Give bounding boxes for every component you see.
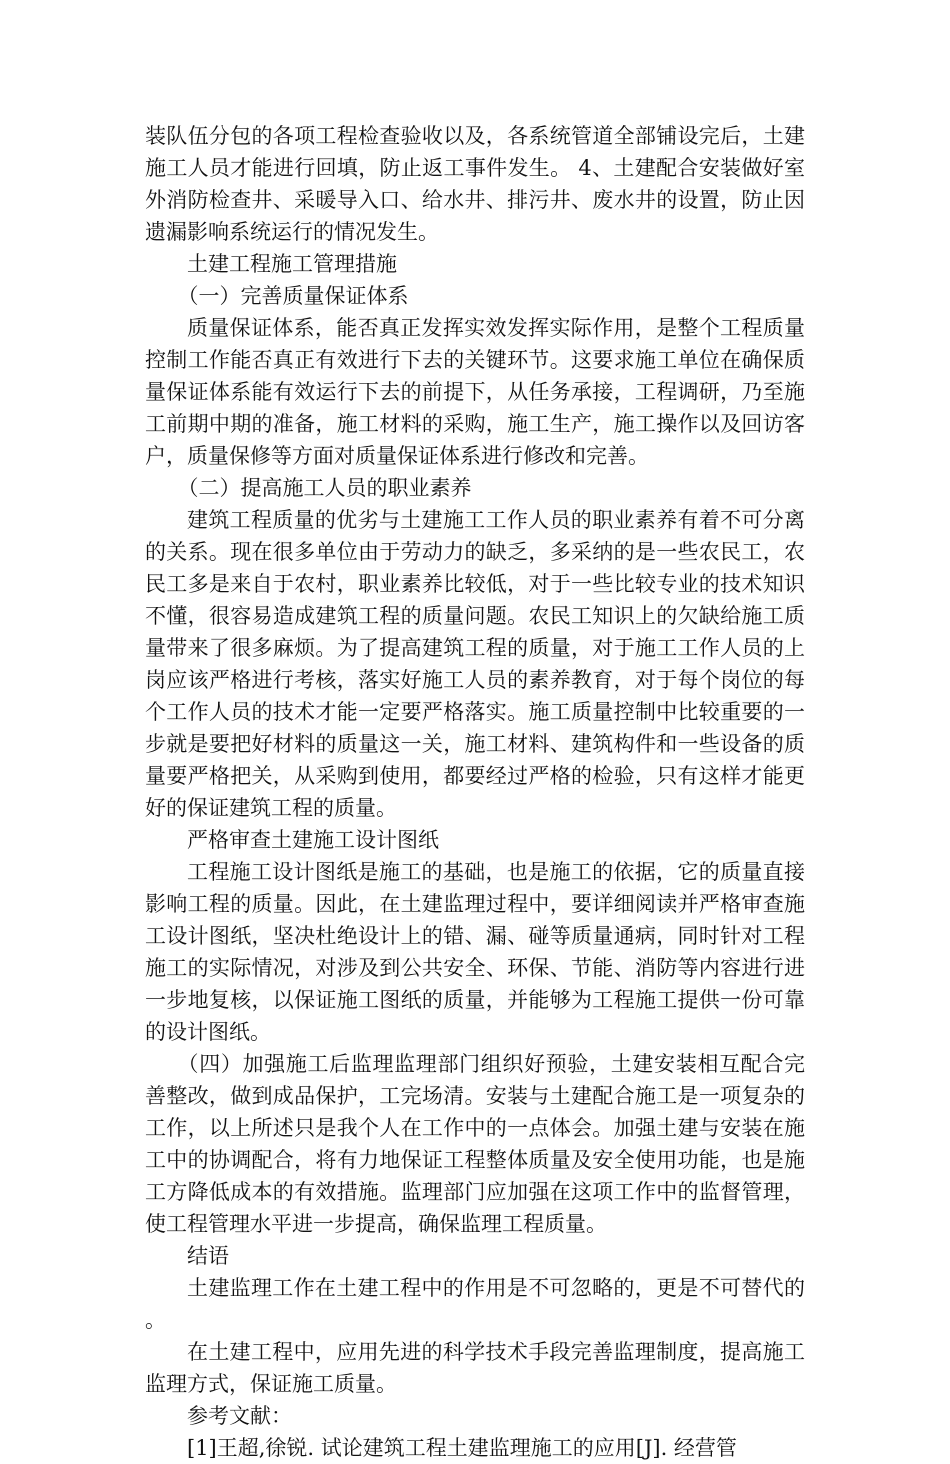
paragraph-design-drawings: 工程施工设计图纸是施工的基础，也是施工的依据，它的质量直接影响工程的质量。因此，在土建监理过程中，要详细阅读并严格审查施工设计图纸，坚决杜绝设计上的错、漏、碰等质量通病，同时针对工程施工的实际情况，对涉及到公共安全、环保、节能、消防等内容进行进一步地复核，以保证施工图纸的质量，并能够为工程施工提供一份可靠的设计图纸。 (145, 860, 805, 1044)
subheading-quality-assurance: （一）完善质量保证体系 (177, 284, 409, 308)
section-heading-conclusion: 结语 (187, 1244, 229, 1268)
paragraph-conclusion-2: 在土建工程中，应用先进的科学技术手段完善监理制度，提高施工监理方式，保证施工质量。 (145, 1340, 805, 1396)
section-heading-references: 参考文献： (187, 1404, 292, 1428)
paragraph-continuation: 装队伍分包的各项工程检查验收以及，各系统管道全部铺设完后，土建施工人员才能进行回填，防止返工事件发生。 4、土建配合安装做好室外消防检查井、采暖导入口、给水井、排污井、废水井的设置，防止因遗漏影响系统运行的情况发生。 (145, 124, 805, 244)
reference-item-1: [1]王超,徐锐. 试论建筑工程土建监理施工的应用[J]. 经营管 (187, 1436, 737, 1460)
paragraph-professional-quality: 建筑工程质量的优劣与土建施工工作人员的职业素养有着不可分离的关系。现在很多单位由于劳动力的缺乏，多采纳的是一些农民工，农民工多是来自于农村，职业素养比较低，对于一些比较专业的技术知识不懂，很容易造成建筑工程的质量问题。农民工知识上的欠缺给施工质量带来了很多麻烦。为了提高建筑工程的质量，对于施工工作人员的上岗应该严格进行考核，落实好施工人员的素养教育，对于每个岗位的每个工作人员的技术才能一定要严格落实。施工质量控制中比较重要的一步就是要把好材料的质量这一关，施工材料、建筑构件和一些设备的质量要严格把关，从采购到使用，都要经过严格的检验，只有这样才能更好的保证建筑工程的质量。 (145, 508, 805, 820)
paragraph-quality-assurance: 质量保证体系，能否真正发挥实效发挥实际作用，是整个工程质量控制工作能否真正有效进行下去的关键环节。这要求施工单位在确保质量保证体系能有效运行下去的前提下，从任务承接，工程调研，乃至施工前期中期的准备，施工材料的采购，施工生产，施工操作以及回访客户，质量保修等方面对质量保证体系进行修改和完善。 (145, 316, 805, 468)
section-heading-management-measures: 土建工程施工管理措施 (187, 252, 397, 276)
subheading-professional-quality: （二）提高施工人员的职业素养 (177, 476, 472, 500)
paragraph-conclusion-1: 土建监理工作在土建工程中的作用是不可忽略的，更是不可替代的。 (145, 1276, 805, 1332)
paragraph-post-construction-supervision: （四）加强施工后监理监理部门组织好预验，土建安装相互配合完善整改，做到成品保护，工完场清。安装与土建配合施工是一项复杂的工作，以上所述只是我个人在工作中的一点体会。加强土建与安装在施工中的协调配合，将有力地保证工程整体质量及安全使用功能，也是施工方降低成本的有效措施。监理部门应加强在这项工作中的监督管理，使工程管理水平进一步提高，确保监理工程质量。 (145, 1052, 805, 1236)
section-heading-design-drawings: 严格审查土建施工设计图纸 (187, 828, 439, 852)
document-body (145, 120, 805, 1464)
